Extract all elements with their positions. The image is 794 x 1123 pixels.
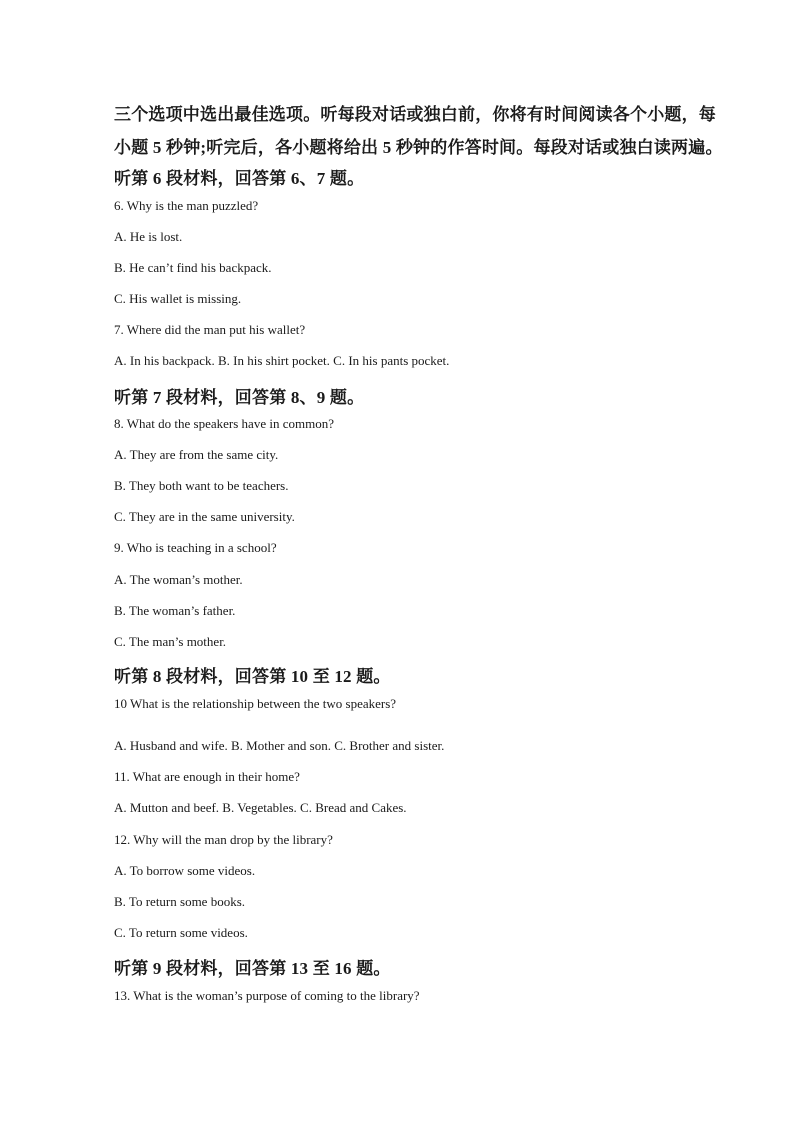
question-9: 9. Who is teaching in a school? (114, 540, 277, 555)
section-heading-7: 听第 7 段材料，回答第 8、9 题。 (114, 388, 365, 407)
question-8: 8. What do the speakers have in common? (114, 416, 334, 431)
section-heading-9: 听第 9 段材料，回答第 13 至 16 题。 (114, 959, 391, 978)
question-9-option-c: C. The man’s mother. (114, 634, 227, 649)
question-12-option-c: C. To return some videos. (114, 925, 248, 940)
question-9-option-b: B. The woman’s father. (114, 603, 236, 618)
question-10: 10 What is the relationship between the two speakers? (114, 696, 397, 711)
question-11-options: A. Mutton and beef. B. Vegetables. C. Bread and Cakes. (114, 800, 407, 815)
question-12: 12. Why will the man drop by the library? (114, 832, 333, 847)
question-9-option-a: A. The woman’s mother. (114, 572, 243, 587)
question-8-option-b: B. They both want to be teachers. (114, 478, 289, 493)
question-7: 7. Where did the man put his wallet? (114, 322, 306, 337)
question-6-option-c: C. His wallet is missing. (114, 291, 242, 306)
question-6-option-a: A. He is lost. (114, 229, 183, 244)
question-6-option-b: B. He can’t find his backpack. (114, 260, 272, 275)
question-7-options: A. In his backpack. B. In his shirt pocket. C. In his pants pocket. (114, 353, 450, 368)
question-6: 6. Why is the man puzzled? (114, 198, 259, 213)
question-8-option-c: C. They are in the same university. (114, 509, 295, 524)
intro-line-1: 三个选项中选出最佳选项。听每段对话或独白前，你将有时间阅读各个小题，每 (114, 105, 716, 124)
section-heading-8: 听第 8 段材料，回答第 10 至 12 题。 (114, 667, 391, 686)
question-11: 11. What are enough in their home? (114, 769, 300, 784)
question-10-options: A. Husband and wife. B. Mother and son. C. Brother and sister. (114, 738, 445, 753)
question-8-option-a: A. They are from the same city. (114, 447, 279, 462)
intro-line-2: 小题 5 秒钟;听完后，各小题将给出 5 秒钟的作答时间。每段对话或独白读两遍。 (114, 138, 723, 157)
question-12-option-a: A. To borrow some videos. (114, 863, 256, 878)
section-heading-6: 听第 6 段材料，回答第 6、7 题。 (114, 169, 365, 188)
question-13: 13. What is the woman’s purpose of coming to the library? (114, 988, 420, 1003)
question-12-option-b: B. To return some books. (114, 894, 246, 909)
